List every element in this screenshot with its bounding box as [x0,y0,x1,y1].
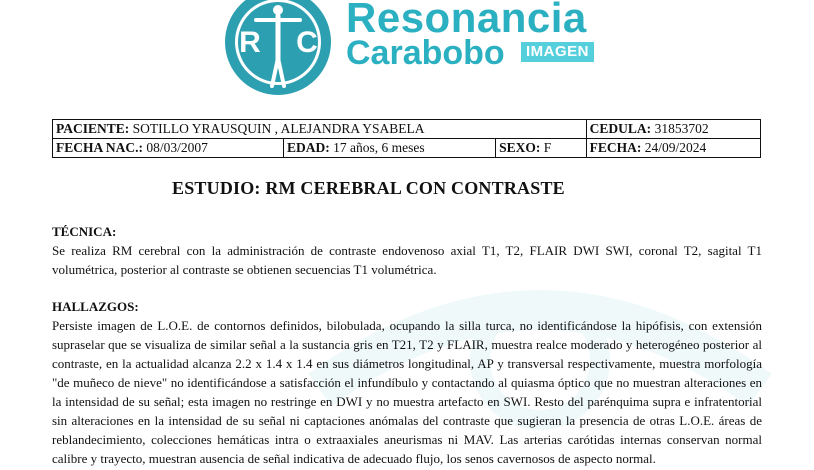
patient-info-table [52,119,761,158]
dob-label: FECHA NAC.: [56,140,143,155]
brand-name-line1: Resonancia [346,0,587,41]
patient-id-value: 31853702 [654,121,709,136]
logo-initial-left: R [239,26,261,59]
patient-name-value: SOTILLO YRAUSQUIN , ALEJANDRA YSABELA [132,121,425,136]
date-value: 24/09/2024 [644,140,707,155]
date-label: FECHA: [589,140,642,155]
patient-name-cell [53,120,587,139]
patient-id-label: CEDULA: [589,121,652,136]
table-row [53,139,761,158]
brand-logo [212,0,612,102]
body-figure-icon [212,0,344,102]
brand-name-line2: Carabobo [346,34,505,72]
technique-section [52,222,762,279]
logo-initial-right: C [296,26,318,59]
patient-id-cell [586,120,760,139]
dob-cell [53,139,284,158]
age-label: EDAD: [287,140,330,155]
study-title: ESTUDIO: RM CEREBRAL CON CONTRASTE [172,178,565,198]
sex-label: SEXO: [499,140,541,155]
technique-text: Se realiza RM cerebral con la administración de contraste endovenoso axial T1, T2, FLAIR DWI SWI, coronal T2, sagital T1 volumétrica, posterior al contraste se obtienen secuencias T1 volumétrica. [52,243,762,277]
findings-text: Persiste imagen de L.O.E. de contornos definidos, bilobulada, ocupando la silla turca, no identificándose la hipófisis, con extensión supraselar que se visualiza de similar señal a la sustancia gris en T21, T2 y FLAIR, muestra realce moderado y heterogéneo posterior al contraste, en la actualidad alcanza 2.2 x 1.4 x 1.4 en sus diámetros longitudinal, AP y transversal respectivamente, muestra morfología "de muñeco de nieve" no identificándose a satisfacción el infundíbulo y contactando al quiasma óptico que no muestran alteraciones en la intensidad de su señal; esta imagen no restringe en DWI y no muestra artefacto en SWI. Resto del parénquima supra e infratentorial sin alteraciones en la intensidad de su señal ni captaciones anómalas del contraste que sugieran la presencia de otras L.O.E. áreas de reblandecimiento, colecciones hemáticas intra o extraaxiales aneurismas ni MAV. Las arterias carótidas internas conservan normal calibre y trayecto, muestran ausencia de señal indicativa de adecuado flujo, los senos cavernosos de aspecto normal. [52,318,762,466]
findings-title: HALLAZGOS: [52,299,139,314]
sex-cell [496,139,587,158]
table-row [53,120,761,139]
date-cell [586,139,760,158]
technique-title: TÉCNICA: [52,224,117,239]
brand-tag: IMAGEN [521,42,594,62]
age-value: 17 años, 6 meses [333,140,425,155]
sex-value: F [543,140,552,155]
dob-value: 08/03/2007 [146,140,208,155]
findings-section [52,297,762,468]
age-cell [284,139,496,158]
patient-name-label: PACIENTE: [56,121,130,136]
